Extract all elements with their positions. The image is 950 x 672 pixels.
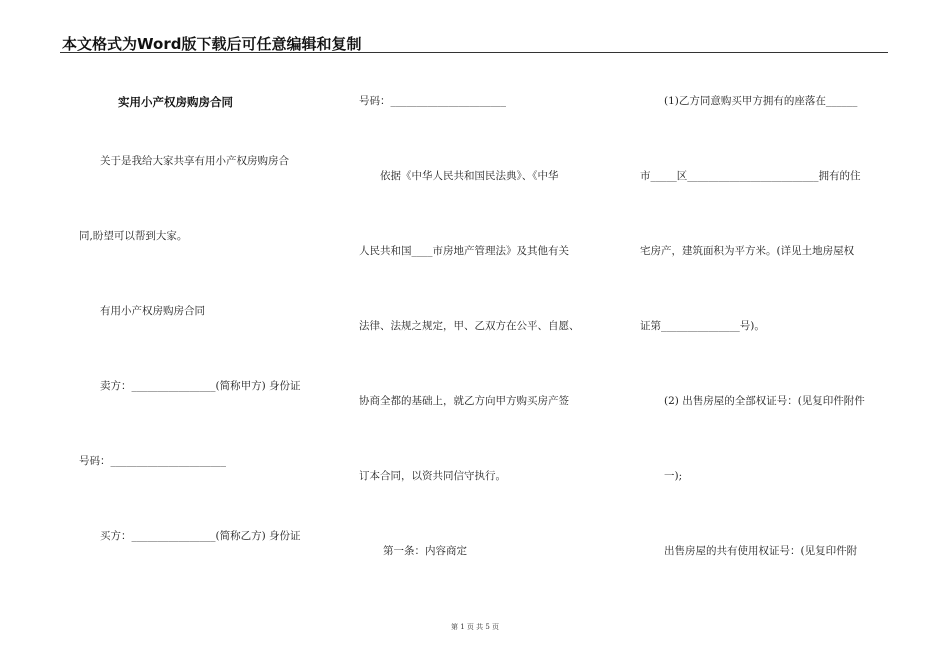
text-line: 卖方：________________(简称甲方) 身份证: [100, 380, 301, 392]
header-text: 本文格式为Word版下载后可任意编辑和复制: [62, 35, 362, 53]
text-line: 有用小产权房购房合同: [100, 305, 205, 317]
text-line: 同,盼望可以帮到大家。: [79, 230, 188, 242]
text-line: 买方：________________(简称乙方) 身份证: [100, 530, 301, 542]
text-line: 出售房屋的共有使用权证号：(见复印件附: [664, 545, 858, 557]
text-line: 依据《中华人民共和国民法典》、《中华: [380, 170, 559, 182]
header-rule: [60, 52, 888, 53]
text-line: 证第_______________号)。: [640, 320, 765, 332]
text-line: 号码：______________________: [359, 95, 506, 107]
text-line: 人民共和国____市房地产管理法》及其他有关: [359, 245, 569, 257]
page-number: 第 1 页 共 5 页: [450, 623, 500, 631]
section-heading: 第一条：内容商定: [383, 545, 467, 557]
text-line: 宅房产，建筑面积为平方米。(详见土地房屋权: [640, 245, 855, 257]
text-line: 协商全都的基础上，就乙方向甲方购买房产签: [359, 395, 569, 407]
text-line: (1)乙方同意购买甲方拥有的座落在______: [664, 95, 858, 107]
text-line: 号码：______________________: [79, 455, 226, 467]
text-line: 关于是我给大家共享有用小产权房购房合: [100, 155, 289, 167]
text-line: (2) 出售房屋的全部权证号：(见复印件附件: [664, 395, 865, 407]
document-title: 实用小产权房购房合同: [118, 95, 233, 109]
text-line: 订本合同，以资共同信守执行。: [359, 470, 506, 482]
text-line: 法律、法规之规定，甲、乙双方在公平、自愿、: [359, 320, 580, 332]
text-line: 市_____区_________________________拥有的住: [640, 170, 861, 182]
text-line: 一);: [664, 470, 683, 482]
